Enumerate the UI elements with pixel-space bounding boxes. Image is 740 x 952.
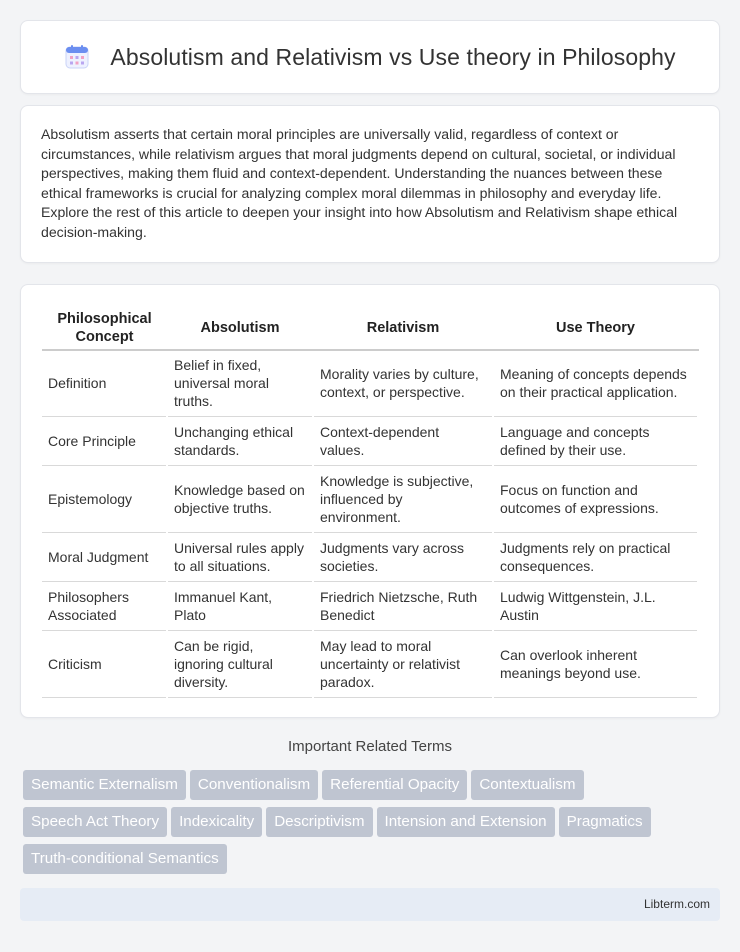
footer: [20, 888, 720, 921]
header-relativism: Relativism: [313, 307, 493, 350]
term-tag[interactable]: Conventionalism: [190, 770, 318, 800]
table-row: [42, 416, 698, 465]
intro-text: Absolutism asserts that certain moral principles are universally valid, regardless of context or circumstances, while relativism argues that moral judgments depend on cultural, societal, or individual perspectives, making them fluid and context-dependent. Understanding the nuances between these ethical frameworks is crucial for analyzing complex moral dilemmas in philosophy and everyday life. Explore the rest of this article to deepen your insight into how Absolutism and Relativism shape ethical decision-making.: [41, 126, 678, 240]
intro-card: [20, 105, 720, 263]
table-cell: Immanuel Kant, Plato: [167, 581, 313, 630]
header-absolutism: Absolutism: [167, 307, 313, 350]
table-cell: Ludwig Wittgenstein, J.L. Austin: [493, 581, 698, 630]
row-label: Core Principle: [42, 416, 167, 465]
row-label: Criticism: [42, 630, 167, 697]
related-terms-list: [23, 770, 723, 881]
page-title: Absolutism and Relativism vs Use theory in Philosophy: [110, 43, 676, 70]
table-cell: May lead to moral uncertainty or relativist paradox.: [313, 630, 493, 697]
table-row: [42, 630, 698, 697]
header-concept: Philosophical Concept: [42, 307, 167, 350]
table-cell: Universal rules apply to all situations.: [167, 532, 313, 581]
term-tag[interactable]: Contextualism: [471, 770, 583, 800]
table-cell: Context-dependent values.: [313, 416, 493, 465]
table-cell: Knowledge based on objective truths.: [167, 465, 313, 532]
table-cell: Unchanging ethical standards.: [167, 416, 313, 465]
table-cell: Belief in fixed, universal moral truths.: [167, 350, 313, 416]
term-tag[interactable]: Speech Act Theory: [23, 807, 167, 837]
table-cell: Friedrich Nietzsche, Ruth Benedict: [313, 581, 493, 630]
header-use-theory: Use Theory: [493, 307, 698, 350]
term-tag[interactable]: Descriptivism: [266, 807, 372, 837]
term-tag[interactable]: Pragmatics: [559, 807, 651, 837]
table-cell: Can be rigid, ignoring cultural diversity.: [167, 630, 313, 697]
calendar-icon: [64, 44, 90, 70]
table-row: [42, 465, 698, 532]
table-header-row: [42, 307, 698, 350]
table-row: [42, 581, 698, 630]
table-cell: Judgments rely on practical consequences.: [493, 532, 698, 581]
row-label: Philosophers Associated: [42, 581, 167, 630]
comparison-table-card: [20, 284, 720, 718]
row-label: Moral Judgment: [42, 532, 167, 581]
table-cell: Judgments vary across societies.: [313, 532, 493, 581]
table-row: [42, 532, 698, 581]
table-cell: Language and concepts defined by their use.: [493, 416, 698, 465]
term-tag[interactable]: Semantic Externalism: [23, 770, 186, 800]
table-cell: Meaning of concepts depends on their practical application.: [493, 350, 698, 416]
table-cell: Can overlook inherent meanings beyond use.: [493, 630, 698, 697]
table-cell: Knowledge is subjective, influenced by environment.: [313, 465, 493, 532]
table-cell: Focus on function and outcomes of expressions.: [493, 465, 698, 532]
row-label: Epistemology: [42, 465, 167, 532]
term-tag[interactable]: Intension and Extension: [377, 807, 555, 837]
related-terms-heading: Important Related Terms: [288, 738, 452, 755]
term-tag[interactable]: Truth-conditional Semantics: [23, 844, 227, 874]
footer-site-link[interactable]: Libterm.com: [643, 897, 710, 911]
table-cell: Morality varies by culture, context, or perspective.: [313, 350, 493, 416]
term-tag[interactable]: Indexicality: [171, 807, 262, 837]
comparison-table: [42, 307, 699, 698]
table-row: [42, 350, 698, 416]
row-label: Definition: [42, 350, 167, 416]
term-tag[interactable]: Referential Opacity: [322, 770, 467, 800]
title-card: [20, 20, 720, 94]
